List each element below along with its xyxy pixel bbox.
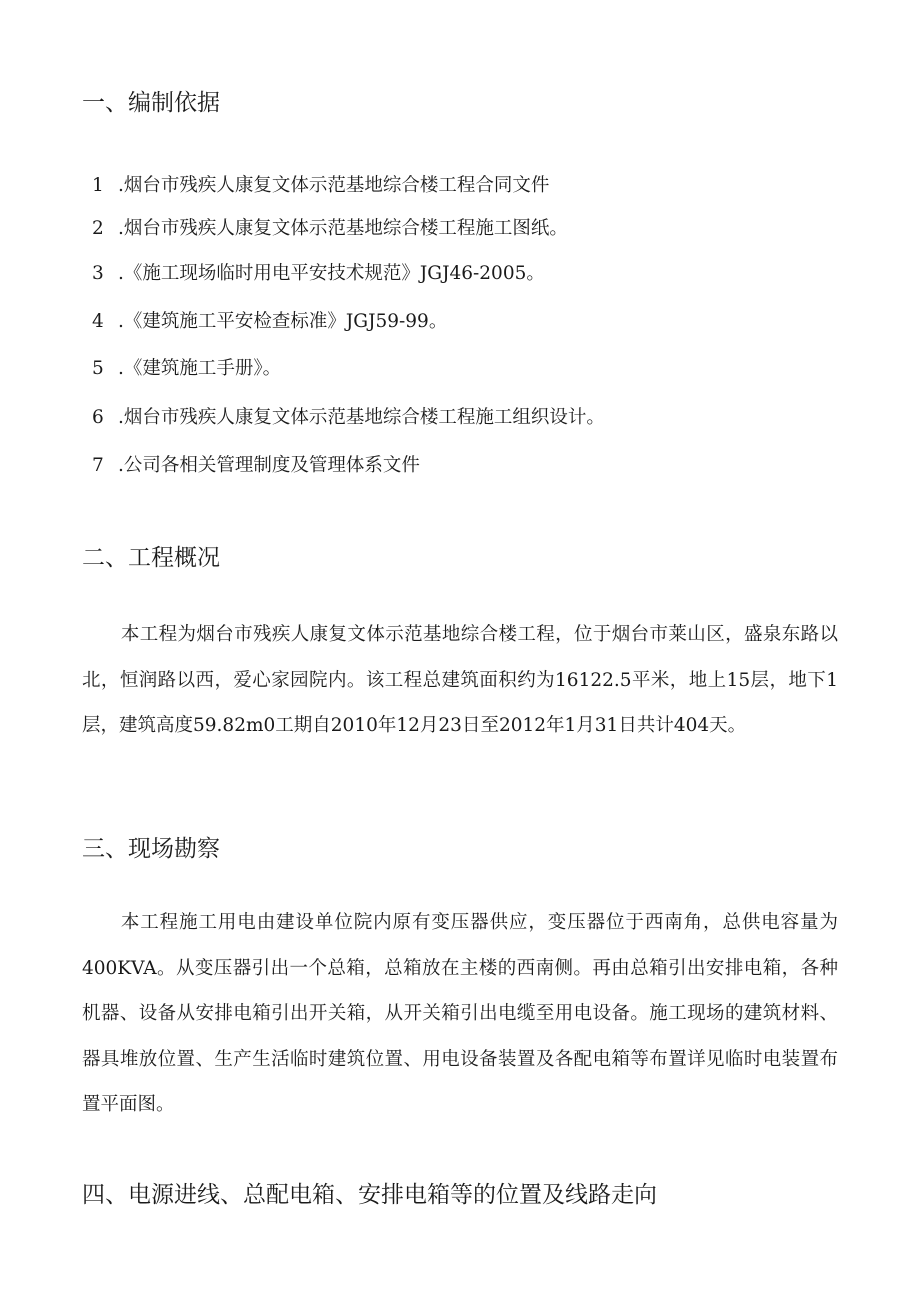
section-4-heading: 四、电源进线、总配电箱、安排电箱等的位置及线路走向 [82, 1182, 657, 1208]
list-item: 2 .烟台市残疾人康复文体示范基地综合楼工程施工图纸。 [92, 218, 568, 239]
list-item: 5 .《建筑施工手册》。 [92, 358, 282, 379]
list-item: 7 .公司各相关管理制度及管理体系文件 [92, 455, 420, 476]
list-item: 4 .《建筑施工平安检查标准》JGJ59-99。 [92, 311, 448, 332]
section-3-heading: 三、现场勘察 [82, 836, 220, 862]
list-item: 1 .烟台市残疾人康复文体示范基地综合楼工程合同文件 [92, 175, 550, 196]
site-survey-paragraph: 本工程施工用电由建设单位院内原有变压器供应，变压器位于西南角，总供电容量为400KVA。从变压器引出一个总箱，总箱放在主楼的西南侧。再由总箱引出安排电箱，各种机器、设备从安排电箱引出开关箱，从开关箱引出电缆至用电设备。施工现场的建筑材料、器具堆放位置、生产生活临时建筑位置、用电设备装置及各配电箱等布置详见临时电装置布置平面图。 [82, 912, 838, 1115]
project-overview-paragraph: 本工程为烟台市残疾人康复文体示范基地综合楼工程，位于烟台市莱山区，盛泉东路以北，恒润路以西，爱心家园院内。该工程总建筑面积约为16122.5平米，地上15层，地下1层，建筑高度59.82m0工期自2010年12月23日至2012年1月31日共计404天。 [82, 624, 838, 736]
list-item: 3 .《施工现场临时用电平安技术规范》JGJ46-2005。 [92, 263, 545, 284]
section-2-heading: 二、工程概况 [82, 545, 220, 571]
section-1-heading: 一、编制依据 [82, 90, 220, 116]
list-item: 6 .烟台市残疾人康复文体示范基地综合楼工程施工组织设计。 [92, 407, 605, 428]
